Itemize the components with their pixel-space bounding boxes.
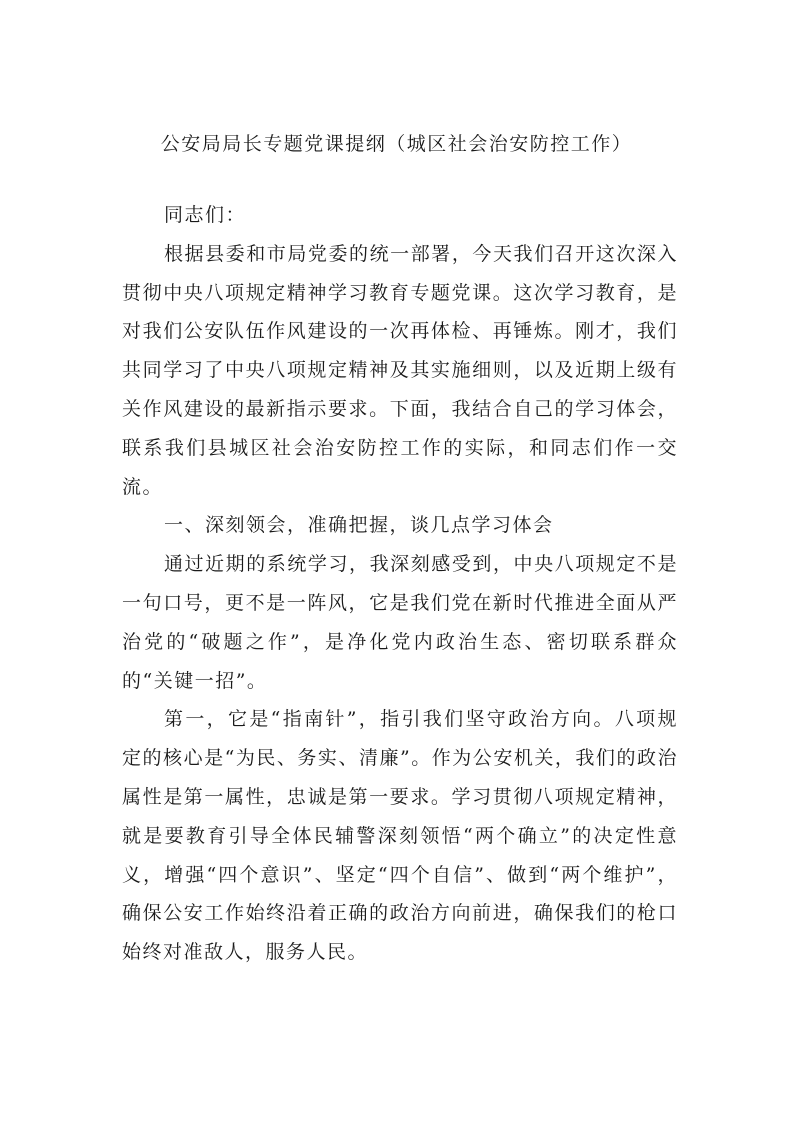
paragraph-learning: 通过近期的系统学习，我深刻感受到，中央八项规定不是一句口号，更不是一阵风，它是我们党在新时代推进全面从严治党的“破题之作”，是净化党内政治生态、密切联系群众的“关键一招”。 — [122, 553, 678, 692]
salutation: 同志们： — [164, 204, 247, 226]
document-title: 公安局局长专题党课提纲（城区社会治安防控工作） — [160, 133, 633, 155]
section-heading-1: 一、深刻领会，准确把握，谈几点学习体会 — [164, 514, 554, 537]
paragraph-intro: 根据县委和市局党委的统一部署，今天我们召开这次深入贯彻中央八项规定精神学习教育专题党课。这次学习教育，是对我们公安队伍作风建设的一次再体检、再锤炼。刚才，我们共同学习了中央八项规定精神及其实施细则，以及近期上级有关作风建设的最新指示要求。下面，我结合自己的学习体会，联系我们县城区社会治安防控工作的实际，和同志们作一交流。 — [122, 242, 678, 498]
document-body — [122, 196, 678, 972]
paragraph-compass: 第一，它是“指南针”，指引我们坚守政治方向。八项规定的核心是“为民、务实、清廉”。作为公安机关，我们的政治属性是第一属性，忠诚是第一要求。学习贯彻八项规定精神，就是要教育引导全体民辅警深刻领悟“两个确立”的决定性意义，增强“四个意识”、坚定“四个自信”、做到“两个维护”，确保公安工作始终沿着正确的政治方向前进，确保我们的枪口始终对准敌人，服务人民。 — [122, 708, 678, 964]
